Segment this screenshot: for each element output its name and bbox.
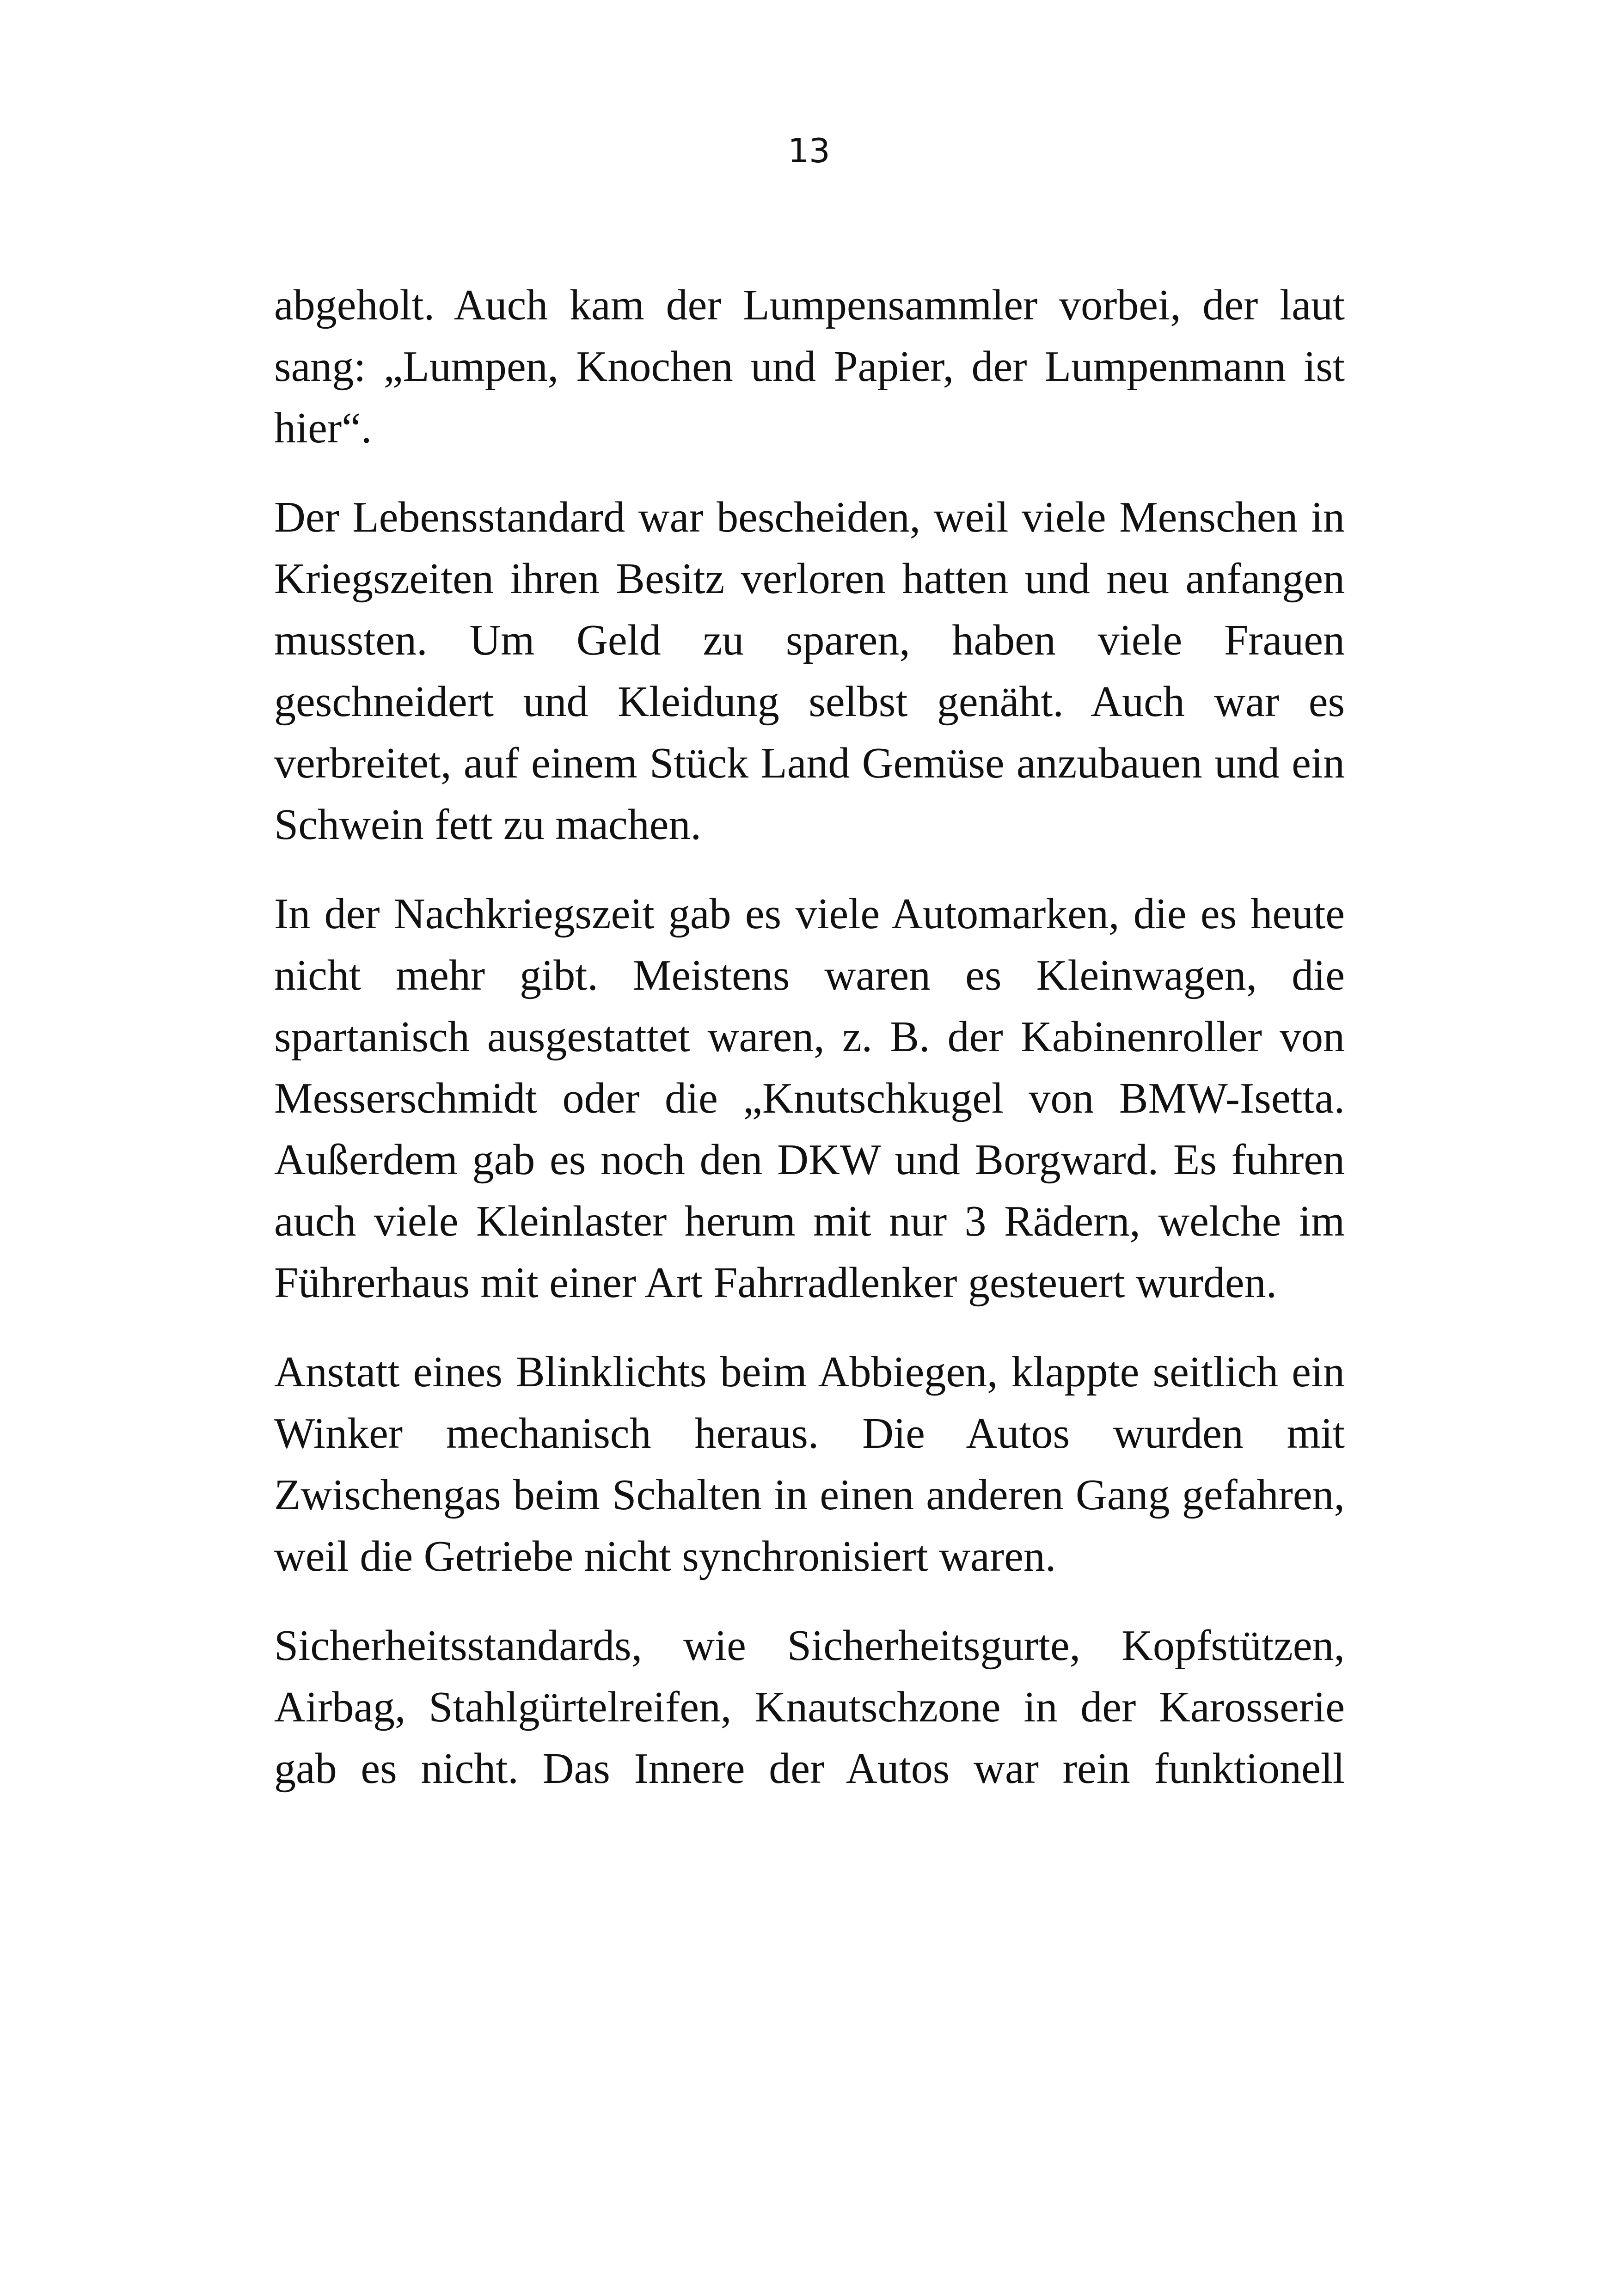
body-text bbox=[274, 275, 1345, 1827]
paragraph: In der Nachkriegszeit gab es viele Automarken, die es heute nicht mehr gibt. Meistens waren es Kleinwagen, die spartanisch ausgestattet waren, z. B. der Kabinenroller von Messerschmidt oder die „Knutschkugel von BMW-Isetta. Außerdem gab es noch den DKW und Borgward. Es fuhren auch viele Kleinlaster herum mit nur 3 Rädern, welche im Führerhaus mit einer Art Fahrradlenker gesteuert wurden. bbox=[274, 890, 1345, 1307]
paragraph: Anstatt eines Blinklichts beim Abbiegen, klappte seitlich ein Winker mechanisch heraus. Die Autos wurden mit Zwischengas beim Schalten in einen anderen Gang gefahren, weil die Getriebe nicht synchronisiert waren. bbox=[274, 1348, 1345, 1580]
paragraph: Sicherheitsstandards, wie Sicherheitsgurte, Kopfstützen, Airbag, Stahlgürtelreifen, Knautschzone in der Karosserie gab es nicht. Das Innere der Autos war rein funktionell bbox=[274, 1622, 1345, 1793]
page-number: 13 bbox=[788, 131, 830, 170]
paragraph: Der Lebensstandard war bescheiden, weil viele Menschen in Kriegszeiten ihren Besitz verloren hatten und neu anfangen mussten. Um Geld zu sparen, haben viele Frauen geschneidert und Kleidung selbst genäht. Auch war es verbreitet, auf einem Stück Land Gemüse anzubauen und ein Schwein fett zu machen. bbox=[274, 493, 1345, 849]
paragraph: abgeholt. Auch kam der Lumpensammler vorbei, der laut sang: „Lumpen, Knochen und Papier, der Lumpenmann ist hier“. bbox=[274, 281, 1345, 452]
